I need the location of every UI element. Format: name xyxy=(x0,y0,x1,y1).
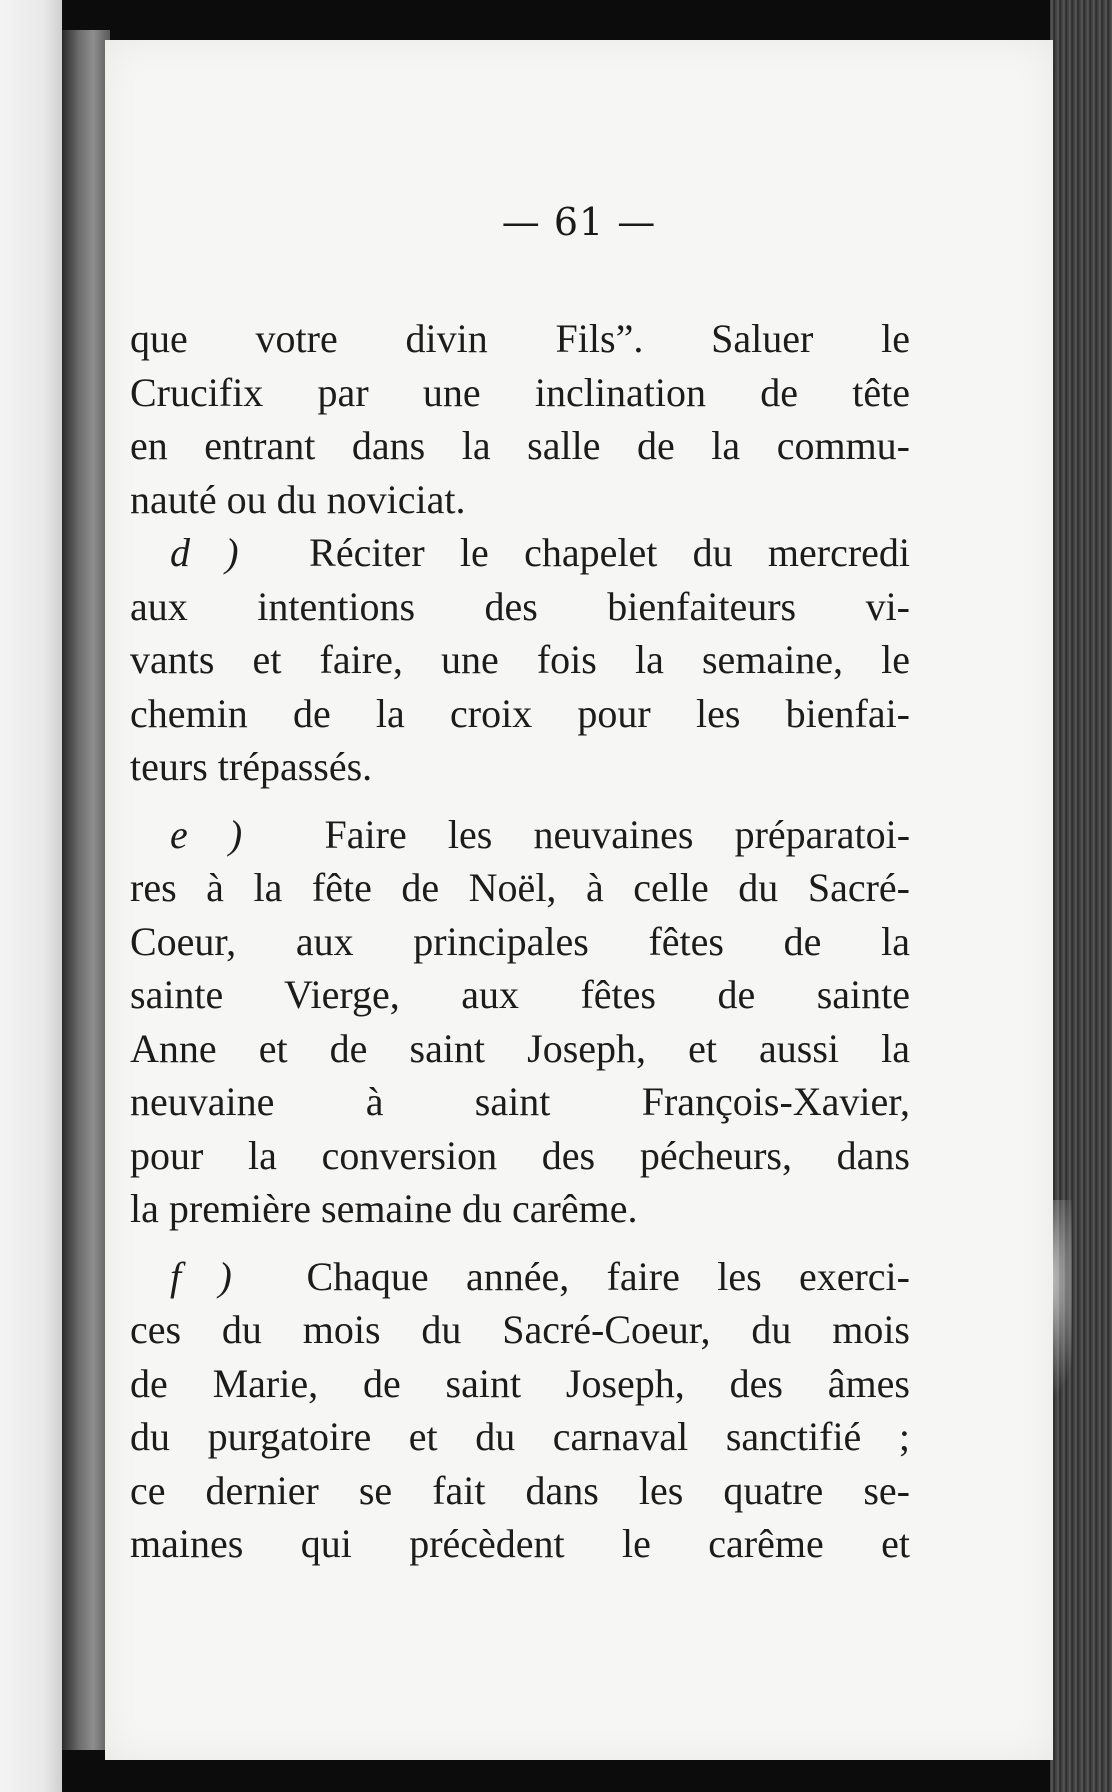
paragraph-spacer xyxy=(130,1236,910,1250)
paragraph-spacer xyxy=(130,794,910,808)
text-line: du purgatoire et du carnaval sanctifié ; xyxy=(130,1414,910,1459)
text-line: chemin de la croix pour les bienfai- xyxy=(130,690,910,736)
text-line: de Marie, de saint Joseph, des âmes xyxy=(130,1360,910,1406)
text-line xyxy=(130,1250,910,1304)
binding-gutter xyxy=(62,30,110,1750)
book-page-edges xyxy=(1050,0,1112,1792)
item-label: d ) xyxy=(170,530,239,575)
text-line: ces du mois du Sacré-Coeur, du mois xyxy=(130,1307,910,1352)
book-page xyxy=(105,40,1053,1760)
paragraph-e xyxy=(130,808,910,1236)
previous-page-edge xyxy=(0,0,62,1792)
text-line: ce dernier se fait dans les quatre se- xyxy=(130,1467,910,1513)
text-line: teurs trépassés. xyxy=(130,744,373,789)
text-line: pour la conversion des pécheurs, dans xyxy=(130,1132,910,1178)
page-number: — 61 — xyxy=(501,200,657,244)
text-line: Coeur, aux principales fêtes de la xyxy=(130,918,910,964)
paragraph-d xyxy=(130,526,910,794)
text-line: res à la fête de Noël, à celle du Sacré- xyxy=(130,865,910,910)
item-label: e ) xyxy=(170,811,243,857)
text-line-content: Faire les neuvaines préparatoi- xyxy=(324,811,911,857)
text-line: neuvaine à saint François-Xavier, xyxy=(130,1079,910,1124)
body-text xyxy=(130,312,910,1571)
text-line: Anne et de saint Joseph, et aussi la xyxy=(130,1025,910,1071)
text-line: sainte Vierge, aux fêtes de sainte xyxy=(130,972,910,1017)
text-line: aux intentions des bienfaiteurs vi- xyxy=(130,583,910,629)
text-line: maines qui précèdent le carême et xyxy=(130,1521,910,1566)
text-line: la première semaine du carême. xyxy=(130,1186,638,1231)
text-line xyxy=(130,808,910,862)
text-line-content: Réciter le chapelet du mercredi xyxy=(309,530,911,575)
paragraph-f xyxy=(130,1250,910,1571)
text-line: vants et faire, une fois la semaine, le xyxy=(130,637,910,682)
text-line: Crucifix par une inclination de tête xyxy=(130,369,910,415)
item-label: f ) xyxy=(170,1253,232,1299)
text-line: que votre divin Fils”. Saluer le xyxy=(130,316,910,361)
text-line xyxy=(130,526,910,580)
paragraph-continuation xyxy=(130,312,910,526)
text-line: nauté ou du noviciat. xyxy=(130,476,466,522)
text-line: en entrant dans la salle de la commu- xyxy=(130,423,910,468)
text-line-content: Chaque année, faire les exerci- xyxy=(306,1253,910,1299)
